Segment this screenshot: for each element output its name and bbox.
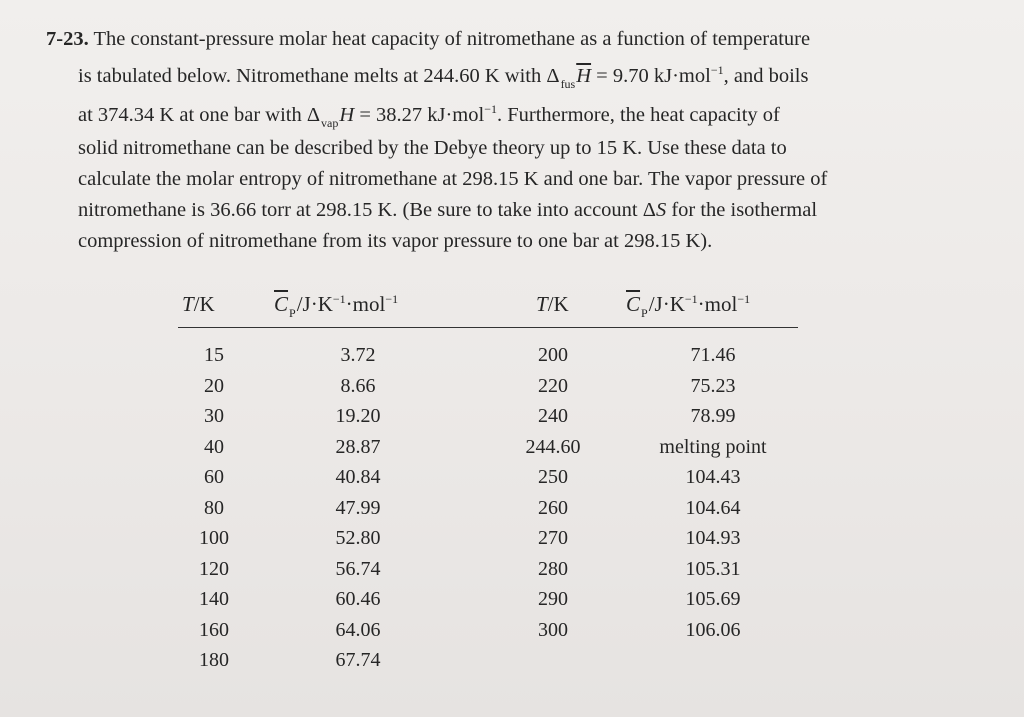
problem-statement	[46, 24, 926, 257]
table-header-rule	[178, 327, 798, 328]
table-cell: 40	[204, 435, 224, 458]
table-cell: 40.84	[335, 466, 381, 488]
column-heat-capacity-left	[318, 340, 398, 676]
table-cell: 19.20	[335, 405, 381, 427]
table-cell: 78.99	[690, 405, 736, 427]
header-heat-capacity-left: $\overline{C}_P/J\cdot K^{-1}\cdot mol^{-1}$	[274, 292, 399, 320]
table-cell: 20	[204, 374, 224, 397]
column-heat-capacity-right	[643, 340, 783, 645]
problem-line-5: calculate the molar entropy of nitromethane at 298.15 K and one bar. The vapor pressure of	[78, 167, 828, 190]
table-cell: 270	[538, 527, 568, 549]
table-cell: 47.99	[335, 496, 381, 519]
table-cell: 260	[538, 496, 568, 519]
column-temperature-right	[508, 340, 598, 645]
problem-line-4: solid nitromethane can be described by the Debye theory up to 15 K. Use these data to	[78, 136, 787, 159]
table-cell: 240	[538, 405, 568, 427]
table-cell: 220	[538, 374, 568, 397]
heat-capacity-table	[178, 282, 798, 702]
table-cell: 106.06	[685, 618, 741, 641]
table-cell: 28.87	[335, 435, 381, 458]
table-cell: 75.23	[690, 374, 736, 397]
table-cell: 290	[538, 588, 568, 610]
table-cell: 180	[199, 649, 229, 671]
column-temperature-left	[178, 340, 250, 676]
problem-line-1: 7-23. The constant-pressure molar heat capacity of nitromethane as a function of temperature	[46, 28, 811, 50]
melting-point-label: melting point	[659, 435, 767, 458]
problem-line-7: compression of nitromethane from its vapor pressure to one bar at 298.15 K).	[78, 229, 713, 252]
table-cell: 160	[199, 618, 229, 641]
table-cell: 100	[199, 527, 229, 549]
problem-line-6: nitromethane is 36.66 torr at 298.15 K. (Be sure to take into account ΔS for the isothermal	[78, 198, 818, 221]
header-temperature-left: T/K	[182, 292, 215, 316]
table-cell: 60.46	[335, 588, 381, 610]
table-cell: 244.60	[525, 435, 581, 458]
table-cell: 30	[204, 405, 224, 427]
table-cell: 104.64	[685, 496, 741, 519]
problem-line-2: is tabulated below. Nitromethane melts at 244.60 K with $\Delta_{fus}\overline{H} = 9.70$ kJ·mol$^{-1}$, and boils	[78, 63, 809, 91]
table-cell: 71.46	[690, 344, 736, 366]
table-cell: 52.80	[335, 527, 381, 549]
table-cell: 120	[199, 557, 229, 580]
table-cell: 105.31	[685, 557, 741, 580]
table-cell: 60	[204, 466, 224, 488]
table-cell: 280	[538, 557, 568, 580]
problem-line-3: at 374.34 K at one bar with $\Delta_{vap}H = 38.27$ kJ·mol$^{-1}$. Furthermore, the heat capacity of	[78, 101, 780, 130]
table-cell: 140	[199, 588, 229, 610]
table-cell: 15	[204, 344, 224, 366]
table-cell: 104.93	[685, 527, 741, 549]
table-cell: 200	[538, 344, 568, 366]
problem-number: 7-23.	[46, 28, 89, 50]
table-cell: 80	[204, 496, 224, 519]
table-cell: 300	[538, 618, 568, 641]
header-temperature-right: T/K	[536, 292, 569, 316]
table-cell: 67.74	[335, 649, 381, 671]
table-cell: 8.66	[340, 374, 376, 397]
table-cell: 104.43	[685, 466, 741, 488]
table-cell: 250	[538, 466, 568, 488]
table-cell: 56.74	[335, 557, 381, 580]
table-cell: 3.72	[340, 344, 376, 366]
header-heat-capacity-right: $\overline{C}_P/J\cdot K^{-1}\cdot mol^{-1}$	[626, 292, 751, 320]
table-cell: 105.69	[685, 588, 741, 610]
table-cell: 64.06	[335, 618, 381, 641]
